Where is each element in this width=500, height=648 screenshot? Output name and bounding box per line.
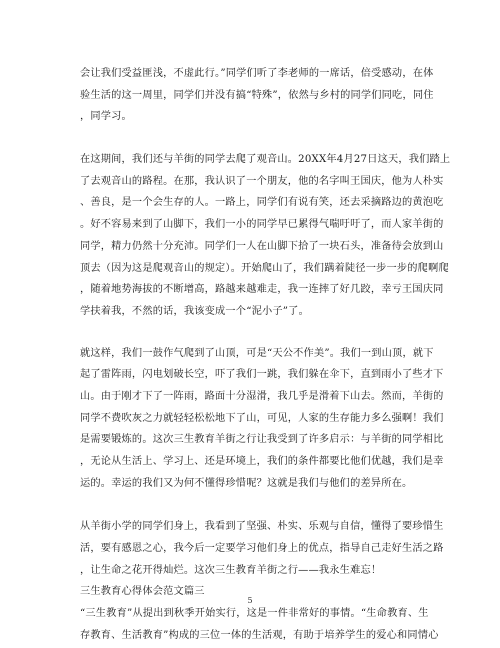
text-line: 从羊街小学的同学们身上，我看到了坚强、朴实、乐观与自信，懂得了要珍惜生 <box>80 521 444 533</box>
text-line: 活，要有感恩之心，我今后一定要学习他们身上的优点，指导自己走好生活之路 <box>80 543 444 555</box>
text-line: 同学不费吹灰之力就轻轻松松地下了山，可见，人家的生存能力多么强啊！我们 <box>80 412 444 424</box>
text-line: 山。由于刚才下了一阵雨，路面十分湿滑，我几乎是滑着下山去。然而，羊街的 <box>80 390 444 402</box>
paragraph <box>80 516 444 581</box>
text-line: 同学，精力仍然十分充沛。同学们一人在山脚下拾了一块石头，准备待会放到山 <box>80 240 444 252</box>
text-line: ，无论从生活上、学习上、还是环境上，我们的条件都要比他们优越，我们是幸 <box>80 456 444 467</box>
text-line: 在这期间，我们还与羊街的同学去爬了观音山。20XX年4月27日这天，我们踏上 <box>80 154 451 166</box>
text-line: ，让生命之花开得灿烂。这次三生教育羊街之行——我永生难忘！ <box>80 564 382 576</box>
text-line: 验生活的这一周里，同学们并没有搞“特殊”，依然与乡村的同学们同吃，同住 <box>80 89 434 101</box>
text-line: 、善良，是一个会生存的人。一路上，同学们有说有笑，还去采摘路边的黄泡吃 <box>80 197 444 209</box>
text-line: 起了雷阵雨，闪电划破长空，吓了我们一跳，我们躲在伞下，直到雨小了些才下 <box>80 369 444 381</box>
text-line: 会让我们受益匪浅，不虚此行。”同学们听了李老师的一席话，倍受感动，在体 <box>80 68 434 79</box>
text-line: “三生教育”从提出到秋季开始实行，这是一件非常好的事情。“生命教育、生 <box>80 608 429 620</box>
paragraph <box>80 343 444 495</box>
text-line: 是需要锻炼的。这次三生教育羊街之行让我受到了许多启示：与羊街的同学相比 <box>80 434 444 446</box>
text-line: 运的。幸运的我们又为何不懂得珍惜呢？这就是我们与他们的差异所在。 <box>80 477 413 489</box>
text-line: 就这样，我们一鼓作气爬到了山顶，可是“天公不作美”。我们一到山顶，就下 <box>80 347 434 359</box>
document-body <box>80 63 451 647</box>
text-line: 学扶着我，不然的话，我该变成一个“泥小子”了。 <box>80 305 309 317</box>
text-line: 了去观音山的路程。在那，我认识了一个朋友，他的名字叫王国庆，他为人朴实 <box>80 175 444 187</box>
paragraph <box>80 581 439 646</box>
paragraph <box>80 63 434 128</box>
text-line: ，随着地势海拔的不断增高，路越来越难走，我一连摔了好几跤，幸亏王国庆同 <box>80 284 444 296</box>
page-number: 5 <box>247 596 253 605</box>
text-line: 顶去（因为这是爬观音山的规定）。开始爬山了，我们蹒着陡径一步一步的爬啊爬 <box>80 262 449 274</box>
section-heading: 三生教育心得体会范文篇三 <box>80 586 205 598</box>
paragraph <box>80 149 451 323</box>
text-line: 存教育、生活教育”构成的三位一体的生活观，有助于培养学生的爱心和同情心 <box>80 629 439 641</box>
text-line: ，同学习。 <box>80 111 132 123</box>
text-line: 。好不容易来到了山脚下，我们一小的同学早已累得气喘吁吁了，而人家羊街的 <box>80 219 444 231</box>
